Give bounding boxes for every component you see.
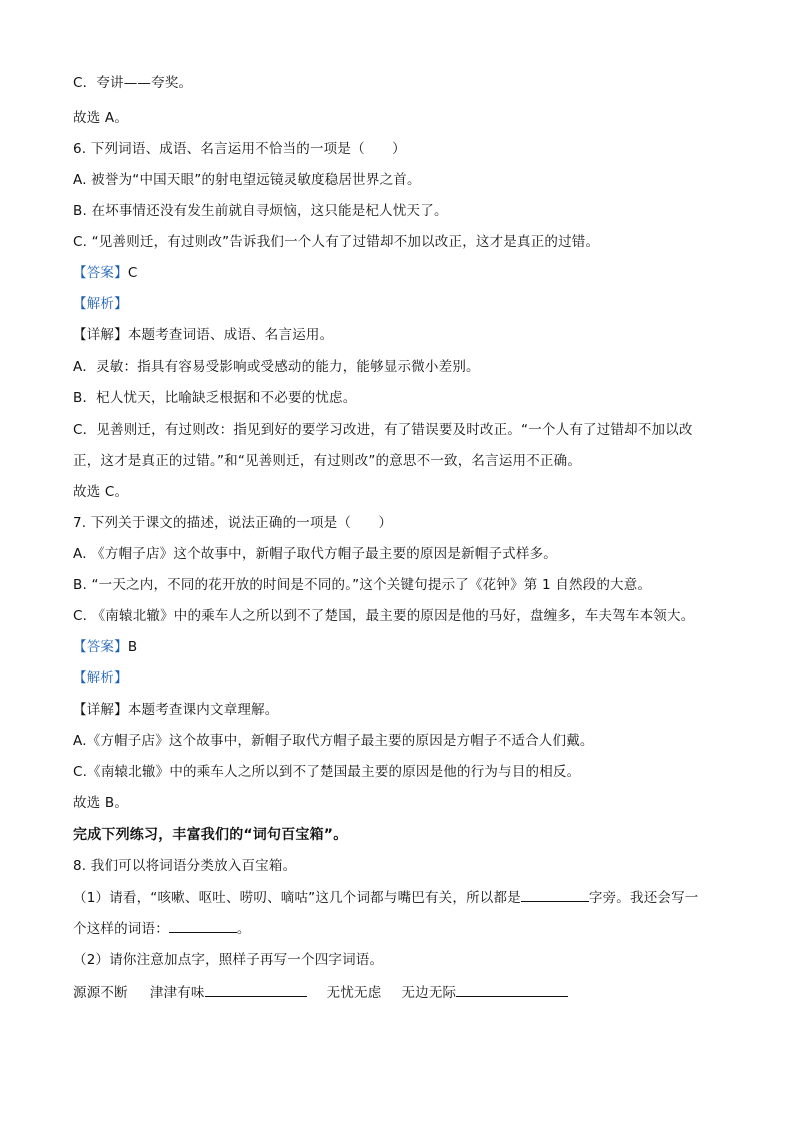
example-word: 源源不断 bbox=[73, 985, 128, 1001]
q7-analysis-tag: 【解析】 bbox=[73, 670, 128, 686]
answer-value: B bbox=[127, 639, 138, 655]
choose-line: 故选 A。 bbox=[73, 110, 129, 126]
detail-text: 本题考查词语、成语、名言运用。 bbox=[127, 327, 334, 343]
q6-option-a: A. 被誉为“中国天眼”的射电望远镜灵敏度稳居世界之首。 bbox=[73, 172, 421, 188]
q8-part1-text-a: （1）请看，“咳嗽、呕吐、唠叨、嘀咕”这几个词都与嘴巴有关，所以都是 bbox=[73, 890, 521, 906]
q7-choose: 故选 B。 bbox=[73, 795, 129, 811]
q8-part1-text-c: 个这样的词语： bbox=[73, 921, 169, 937]
q7-answer bbox=[73, 637, 137, 657]
q8-part1-text-d: 。 bbox=[236, 921, 251, 937]
detail-tag: 【详解】 bbox=[73, 327, 128, 343]
q6-analysis-tag: 【解析】 bbox=[73, 296, 128, 312]
q6-choose: 故选 C。 bbox=[73, 484, 129, 500]
q6-detail-3a: C．见善则迁，有过则改：指见到好的要学习改进，有了错误要及时改正。“一个人有了过错却不加以改 bbox=[73, 422, 693, 438]
q6-option-b: B. 在坏事情还没有发生前就自寻烦恼，这只能是杞人忧天了。 bbox=[73, 203, 448, 219]
q7-option-c: C. 《南辕北辙》中的乘车人之所以到不了楚国，最主要的原因是他的马好，盘缠多，车夫驾车本领大。 bbox=[73, 608, 695, 624]
answer-value: C bbox=[127, 265, 138, 281]
q7-detail bbox=[73, 700, 279, 720]
q8-part1-text-b: 字旁。我还会写一 bbox=[588, 890, 699, 906]
detail-text: 本题考查课内文章理解。 bbox=[127, 702, 279, 718]
q6-option-c: C. “见善则迁，有过则改”告诉我们一个人有了过错却不加以改正，这才是真正的过错。 bbox=[73, 234, 600, 250]
q6-detail bbox=[73, 325, 333, 345]
q8-part1-line2 bbox=[73, 918, 251, 939]
example-word: 无忧无虑 bbox=[326, 985, 382, 1001]
q7-option-a: A. 《方帽子店》这个故事中，新帽子取代方帽子最主要的原因是新帽子式样多。 bbox=[73, 546, 557, 562]
example-word: 津津有味 bbox=[149, 985, 205, 1001]
q8-part1-line1 bbox=[73, 887, 699, 908]
q8-part2-examples bbox=[73, 982, 568, 1003]
q8-part2: （2）请你注意加点字，照样子再写一个四字词语。 bbox=[73, 952, 384, 968]
answer-blank[interactable] bbox=[521, 887, 589, 902]
question-7: 7. 下列关于课文的描述，说法正确的一项是（ ） bbox=[73, 515, 393, 531]
question-8: 8. 我们可以将词语分类放入百宝箱。 bbox=[73, 858, 297, 874]
answer-blank[interactable] bbox=[456, 982, 568, 997]
option-c-prev: C．夸讲——夸奖。 bbox=[73, 75, 193, 91]
q7-option-b: B. “一天之内，不同的花开放的时间是不同的。”这个关键句提示了《花钟》第 1 自然段的大意。 bbox=[73, 577, 652, 593]
q7-detail-1: A.《方帽子店》这个故事中，新帽子取代方帽子最主要的原因是方帽子不适合人们戴。 bbox=[73, 733, 594, 749]
answer-tag: 【答案】 bbox=[73, 265, 128, 281]
q6-detail-1: A．灵敏：指具有容易受影响或受感动的能力，能够显示微小差别。 bbox=[73, 359, 480, 375]
answer-tag: 【答案】 bbox=[73, 639, 128, 655]
question-6: 6. 下列词语、成语、名言运用不恰当的一项是（ ） bbox=[73, 141, 406, 157]
example-word: 无边无际 bbox=[401, 985, 457, 1001]
q6-detail-3b: 正，这才是真正的过错。”和“见善则迁，有过则改”的意思不一致，名言运用不正确。 bbox=[73, 453, 582, 469]
q6-answer bbox=[73, 263, 137, 283]
detail-tag: 【详解】 bbox=[73, 702, 128, 718]
section-title: 完成下列练习，丰富我们的“词句百宝箱”。 bbox=[73, 827, 348, 843]
q7-detail-2: C.《南辕北辙》中的乘车人之所以到不了楚国最主要的原因是他的行为与目的相反。 bbox=[73, 764, 581, 780]
q6-detail-2: B．杞人忧天，比喻缺乏根据和不必要的忧虑。 bbox=[73, 390, 357, 406]
answer-blank[interactable] bbox=[169, 918, 237, 933]
answer-blank[interactable] bbox=[205, 982, 307, 997]
